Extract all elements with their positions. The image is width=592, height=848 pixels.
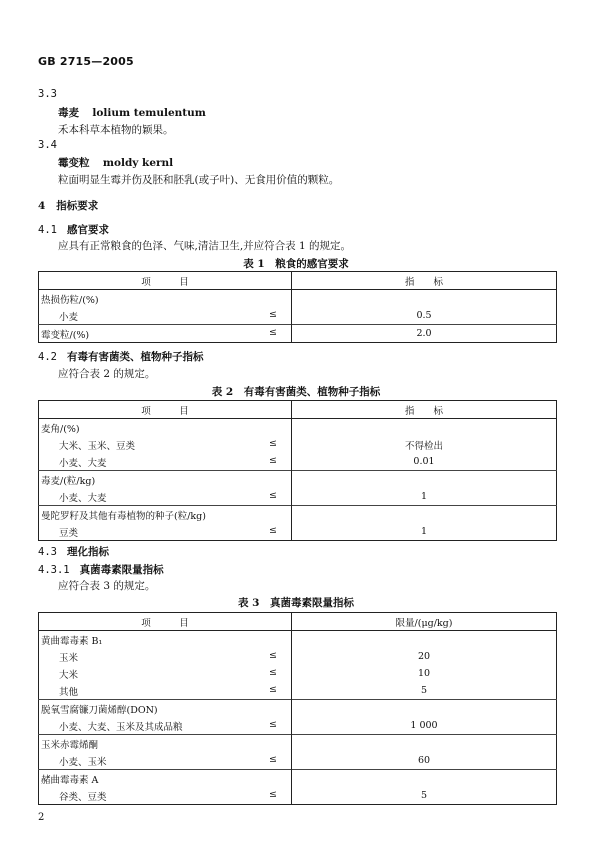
row-label: 豆类 [59,527,79,539]
table1-caption: 表 1 粮食的感官要求 [243,258,349,270]
row-label: 其他 [59,686,79,698]
table-row [39,419,557,437]
row-value: 不得检出 [292,436,557,453]
section-title: 指标要求 [56,200,99,212]
table-row [39,453,557,471]
row-label: 小麦、大麦 [59,492,107,504]
table-row [39,700,557,718]
table-row [39,325,557,343]
section-title: 理化指标 [66,546,109,558]
row-value [292,419,557,437]
table-row [39,488,557,506]
le-symbol: ≤ [269,524,277,536]
le-symbol: ≤ [269,683,277,695]
section-4-2-text: 应符合表 2 的规定。 [58,368,156,380]
table2-caption: 表 2 有毒有害菌类、植物种子指标 [211,386,381,398]
le-symbol: ≤ [269,326,277,338]
section-title: 感官要求 [66,224,109,236]
table-row [39,682,557,700]
table-header-value: 指 标 [292,272,557,290]
table-row [39,665,557,682]
table-row [39,307,557,325]
term-cn: 霉变粒 [58,157,90,169]
table-row [39,787,557,805]
row-label: 小麦、大麦、玉米及其成品粮 [59,721,183,733]
term-3-3 [58,105,206,120]
row-label: 毒麦/(粒/kg) [39,471,292,489]
row-label-cell [39,488,292,506]
section-4-1-text: 应具有正常粮食的色泽、气味,清洁卫生,并应符合表 1 的规定。 [58,240,352,252]
row-label: 曼陀罗籽及其他有毒植物的种子(粒/kg) [39,506,292,524]
term-en: moldy kernl [102,157,174,169]
row-value [292,631,557,649]
row-label-cell [39,436,292,453]
row-value: 1 [292,523,557,541]
row-label: 赭曲霉毒素 A [39,770,292,788]
table-row [39,752,557,770]
row-label-cell [39,787,292,805]
section-3-4-number: 3.4 [38,139,57,151]
page-number: 2 [38,812,45,823]
table-header-item: 项 目 [39,613,292,631]
row-value: 1 [292,488,557,506]
row-label: 小麦 [59,311,79,323]
row-value [292,770,557,788]
table-header-item: 项 目 [39,272,292,290]
section-number: 4 [38,200,46,212]
row-label: 玉米 [59,652,79,664]
row-label-cell [39,307,292,325]
table-row [39,648,557,665]
table1 [38,271,557,343]
le-symbol: ≤ [269,788,277,800]
section-4-2-heading [38,349,203,364]
row-label-cell [39,523,292,541]
section-3-3-number: 3.3 [38,88,57,100]
table-header-row [39,272,557,290]
table-row [39,436,557,453]
section-4-heading [38,198,98,213]
section-title: 有毒有害菌类、植物种子指标 [66,351,204,363]
document-id: GB 2715—2005 [38,55,134,68]
row-value [292,506,557,524]
table-header-value: 限量/(μg/kg) [292,613,557,631]
le-symbol: ≤ [269,649,277,661]
table-row [39,471,557,489]
row-value: 5 [292,787,557,805]
row-label-cell [39,665,292,682]
table-header-item: 项 目 [39,401,292,419]
section-4-1-heading [38,222,109,237]
le-symbol: ≤ [269,753,277,765]
table-header-row [39,613,557,631]
section-number: 4.2 [38,351,57,363]
table-header-value: 指 标 [292,401,557,419]
row-label-cell [39,717,292,735]
row-label-cell [39,752,292,770]
row-value: 60 [292,752,557,770]
section-number: 4.3 [38,546,57,558]
row-value [292,471,557,489]
row-value [292,290,557,308]
table-row [39,717,557,735]
table-row [39,506,557,524]
row-label: 小麦、大麦 [59,457,107,469]
section-number: 4.1 [38,224,57,236]
row-label: 麦角/(%) [41,423,80,435]
row-value: 10 [292,665,557,682]
table-row [39,523,557,541]
term-cn: 毒麦 [58,107,79,119]
le-symbol: ≤ [269,437,277,449]
row-label: 黄曲霉毒素 B₁ [41,635,103,647]
definition-3-3: 禾本科草本植物的颖果。 [58,124,174,136]
section-number: 4.3.1 [38,564,70,576]
term-en: lolium temulentum [92,107,206,119]
le-symbol: ≤ [269,666,277,678]
row-label-cell [39,682,292,700]
row-label: 脱氧雪腐镰刀菌烯醇(DON) [39,700,292,718]
le-symbol: ≤ [269,489,277,501]
table2 [38,400,557,541]
row-label: 大米、玉米、豆类 [59,440,136,452]
table3-caption: 表 3 真菌毒素限量指标 [238,597,354,609]
row-value: 0.5 [292,307,557,325]
section-4-3-1-text: 应符合表 3 的规定。 [58,580,156,592]
row-value [292,700,557,718]
row-label: 热损伤粒/(%) [41,294,99,306]
le-symbol: ≤ [269,718,277,730]
definition-3-4: 粒面明显生霉并伤及胚和胚乳(或子叶)、无食用价值的颗粒。 [58,174,340,186]
section-4-3-1-heading [38,562,164,577]
table-row [39,770,557,788]
row-value [292,735,557,753]
section-4-3-heading [38,544,109,559]
row-label: 霉变粒/(%) [41,329,90,341]
le-symbol: ≤ [269,454,277,466]
table-row [39,735,557,753]
le-symbol: ≤ [269,308,277,320]
table-row [39,631,557,649]
row-value: 0.01 [292,453,557,471]
section-title: 真菌毒素限量指标 [79,564,164,576]
row-label-cell [39,648,292,665]
term-3-4 [58,155,173,170]
row-value: 20 [292,648,557,665]
row-label: 谷类、豆类 [59,791,107,803]
row-value: 2.0 [292,325,557,343]
table3 [38,612,557,805]
table-row [39,290,557,308]
row-label: 玉米赤霉烯酮 [39,735,292,753]
row-label-cell [39,453,292,471]
row-label: 小麦、玉米 [59,756,107,768]
table-header-row [39,401,557,419]
row-label-cell [39,325,292,343]
row-value: 1 000 [292,717,557,735]
row-value: 5 [292,682,557,700]
row-label: 大米 [59,669,79,681]
